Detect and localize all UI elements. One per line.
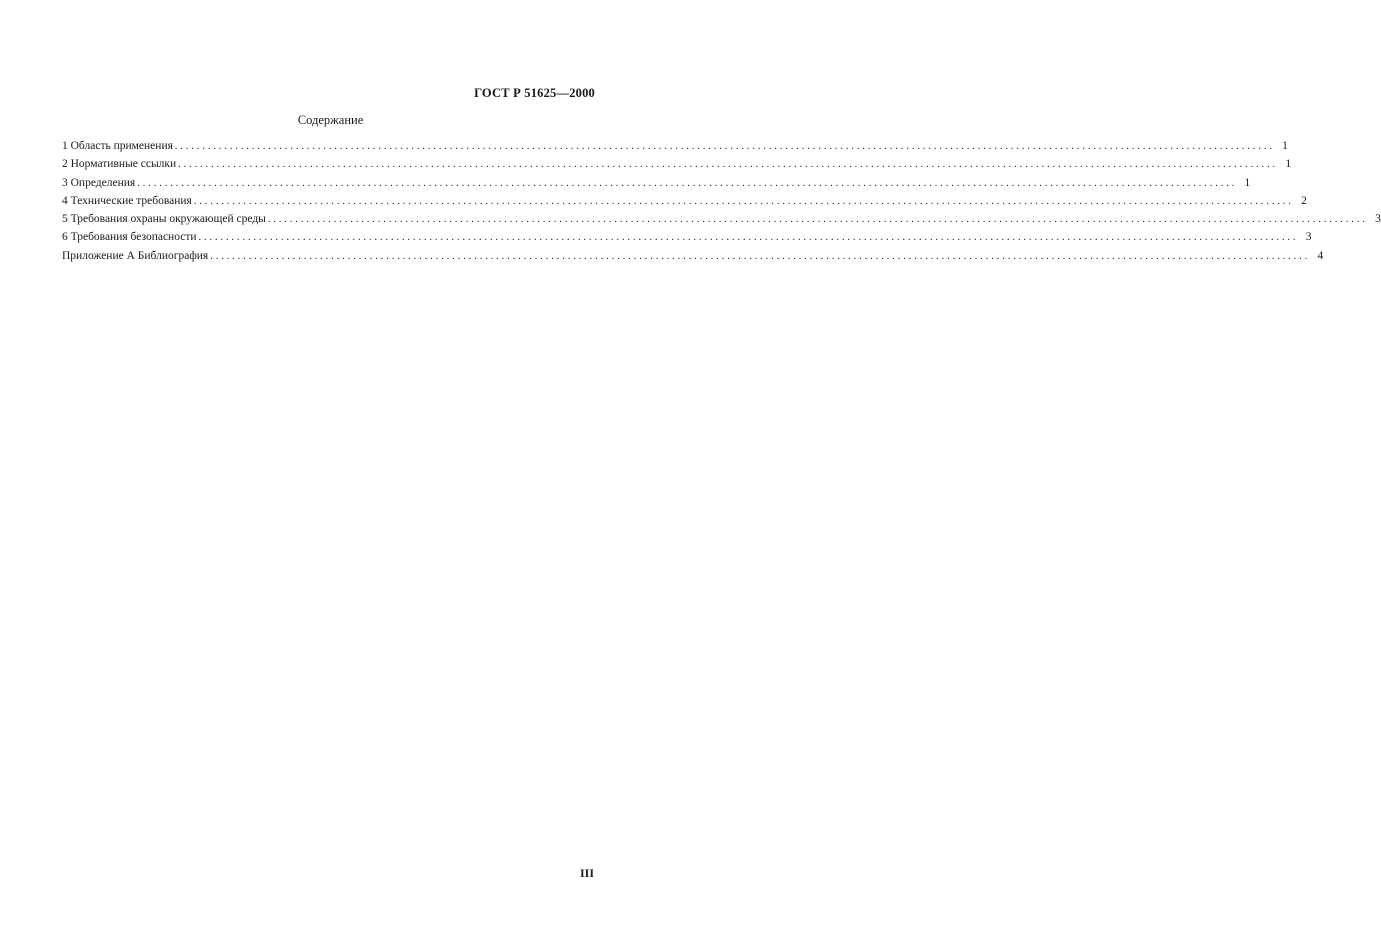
page-number: III xyxy=(579,866,594,880)
toc-entry[interactable] xyxy=(62,247,1324,265)
toc-entry[interactable] xyxy=(62,174,1251,192)
toc-leader-dots: ........................................................................................................................................................................................................ xyxy=(137,177,1238,189)
toc-entry-page: 3 xyxy=(1305,231,1312,244)
toc-entry-label: 3 Определения xyxy=(62,176,136,189)
document-code: ГОСТ Р 51625—2000 xyxy=(474,86,595,100)
toc-entry[interactable] xyxy=(62,228,1312,246)
toc-entry-label: 1 Область применения xyxy=(62,140,173,152)
toc-entry-page: 1 xyxy=(1285,158,1292,171)
toc-entry[interactable] xyxy=(62,210,1381,228)
toc-entry-page: 2 xyxy=(1301,194,1307,207)
toc-title: Содержание xyxy=(297,113,364,127)
toc-entry-page: 1 xyxy=(1282,140,1288,152)
toc-entry-page: 1 xyxy=(1244,176,1251,189)
toc-leader-dots: ........................................................................................................................................................................................................ xyxy=(174,141,1275,152)
toc-entry-page: 3 xyxy=(1375,213,1381,226)
toc-entry-label: Приложение А Библиография xyxy=(62,249,209,262)
toc-entry-label: 5 Требования охраны окружающей среды xyxy=(62,213,266,226)
toc-entry-page: 4 xyxy=(1317,249,1324,262)
toc-leader-dots: ........................................................................................................................................................................................................ xyxy=(267,214,1368,226)
toc-entry-label: 4 Технические требования xyxy=(62,194,192,207)
toc-entry[interactable] xyxy=(62,137,1288,155)
table-of-contents xyxy=(62,137,1381,265)
toc-leader-dots: ........................................................................................................................................................................................................ xyxy=(210,250,1311,262)
toc-leader-dots: ........................................................................................................................................................................................................ xyxy=(193,195,1294,207)
toc-entry[interactable] xyxy=(62,155,1292,173)
toc-leader-dots: ........................................................................................................................................................................................................ xyxy=(178,159,1279,171)
toc-entry[interactable] xyxy=(62,192,1307,210)
toc-entry-label: 2 Нормативные ссылки xyxy=(62,158,177,171)
toc-leader-dots: ........................................................................................................................................................................................................ xyxy=(198,232,1299,244)
toc-entry-label: 6 Требования безопасности xyxy=(62,231,197,244)
